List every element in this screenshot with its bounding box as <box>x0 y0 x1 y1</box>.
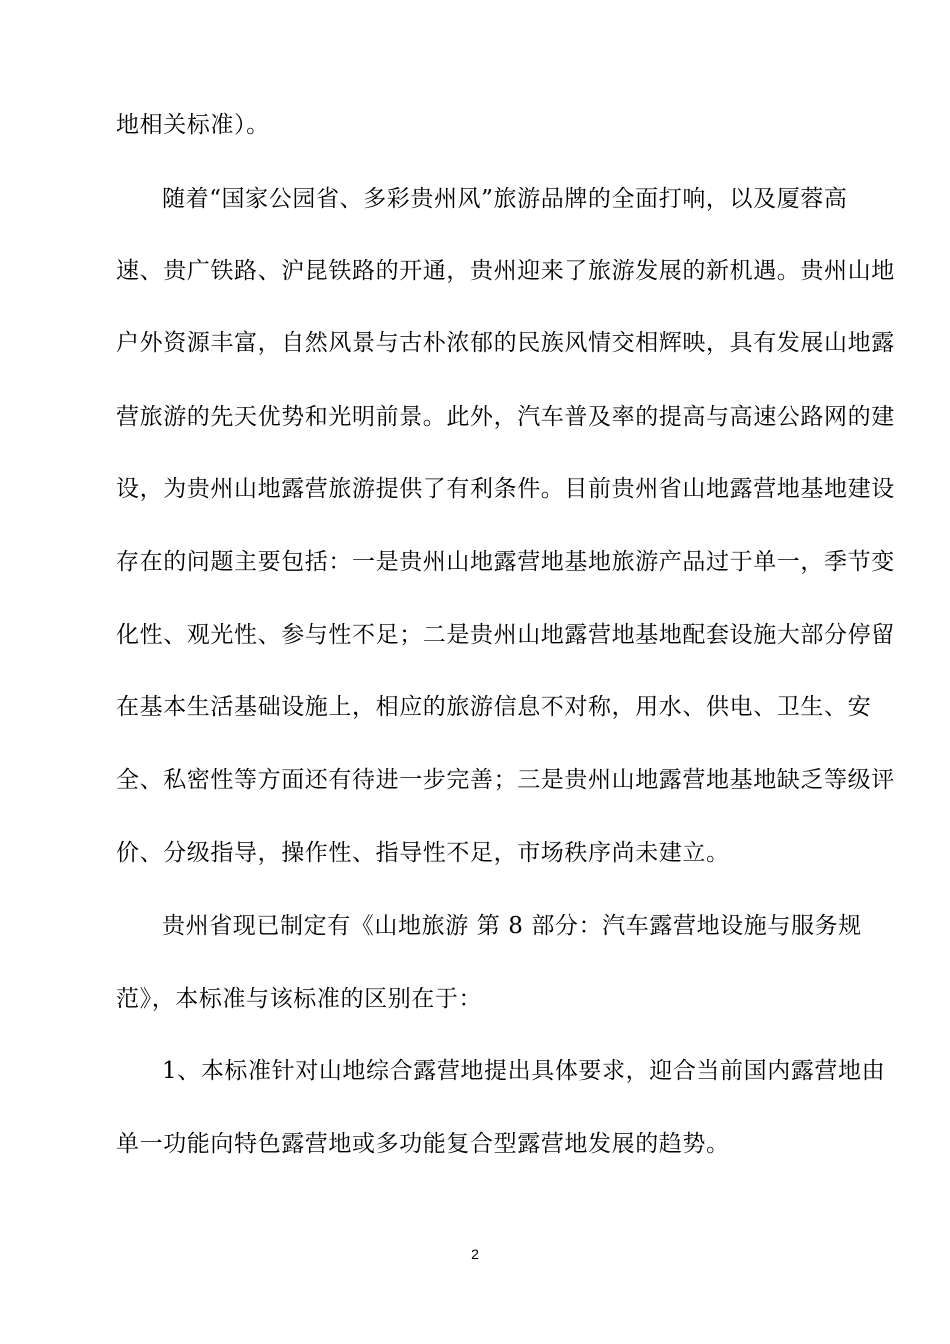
text-line-1: 地相关标准）。 <box>116 112 270 138</box>
text-line-13: 范》，本标准与该标准的区别在于： <box>116 986 483 1012</box>
text-line-5: 营旅游的先天优势和光明前景。此外，汽车普及率的提高与高速公路网的建 <box>116 404 895 430</box>
text-line-8: 化性、观光性、参与性不足；二是贵州山地露营地基地配套设施大部分停留 <box>116 622 895 648</box>
text-line-12: 贵州省现已制定有《山地旅游 第 8 部分：汽车露营地设施与服务规 <box>162 913 862 939</box>
text-line-6: 设，为贵州山地露营旅游提供了有利条件。目前贵州省山地露营地基地建设 <box>116 476 895 502</box>
text-line-14: 1、本标准针对山地综合露营地提出具体要求，迎合当前国内露营地由 <box>162 1058 886 1084</box>
text-line-7: 存在的问题主要包括：一是贵州山地露营地基地旅游产品过于单一，季节变 <box>116 549 895 575</box>
text-line-9: 在基本生活基础设施上，相应的旅游信息不对称，用水、供电、卫生、安 <box>116 694 872 720</box>
text-line-4: 户外资源丰富，自然风景与古朴浓郁的民族风情交相辉映，具有发展山地露 <box>116 330 895 356</box>
text-line-2: 随着“国家公园省、多彩贵州风”旅游品牌的全面打响，以及厦蓉高 <box>162 186 848 212</box>
text-line-15: 单一功能向特色露营地或多功能复合型露营地发展的趋势。 <box>116 1131 730 1157</box>
page-number: 2 <box>471 1246 479 1262</box>
text-line-3: 速、贵广铁路、沪昆铁路的开通，贵州迎来了旅游发展的新机遇。贵州山地 <box>116 258 895 284</box>
text-line-10: 全、私密性等方面还有待进一步完善；三是贵州山地露营地基地缺乏等级评 <box>116 767 895 793</box>
text-line-11: 价、分级指导，操作性、指导性不足，市场秩序尚未建立。 <box>116 840 730 866</box>
